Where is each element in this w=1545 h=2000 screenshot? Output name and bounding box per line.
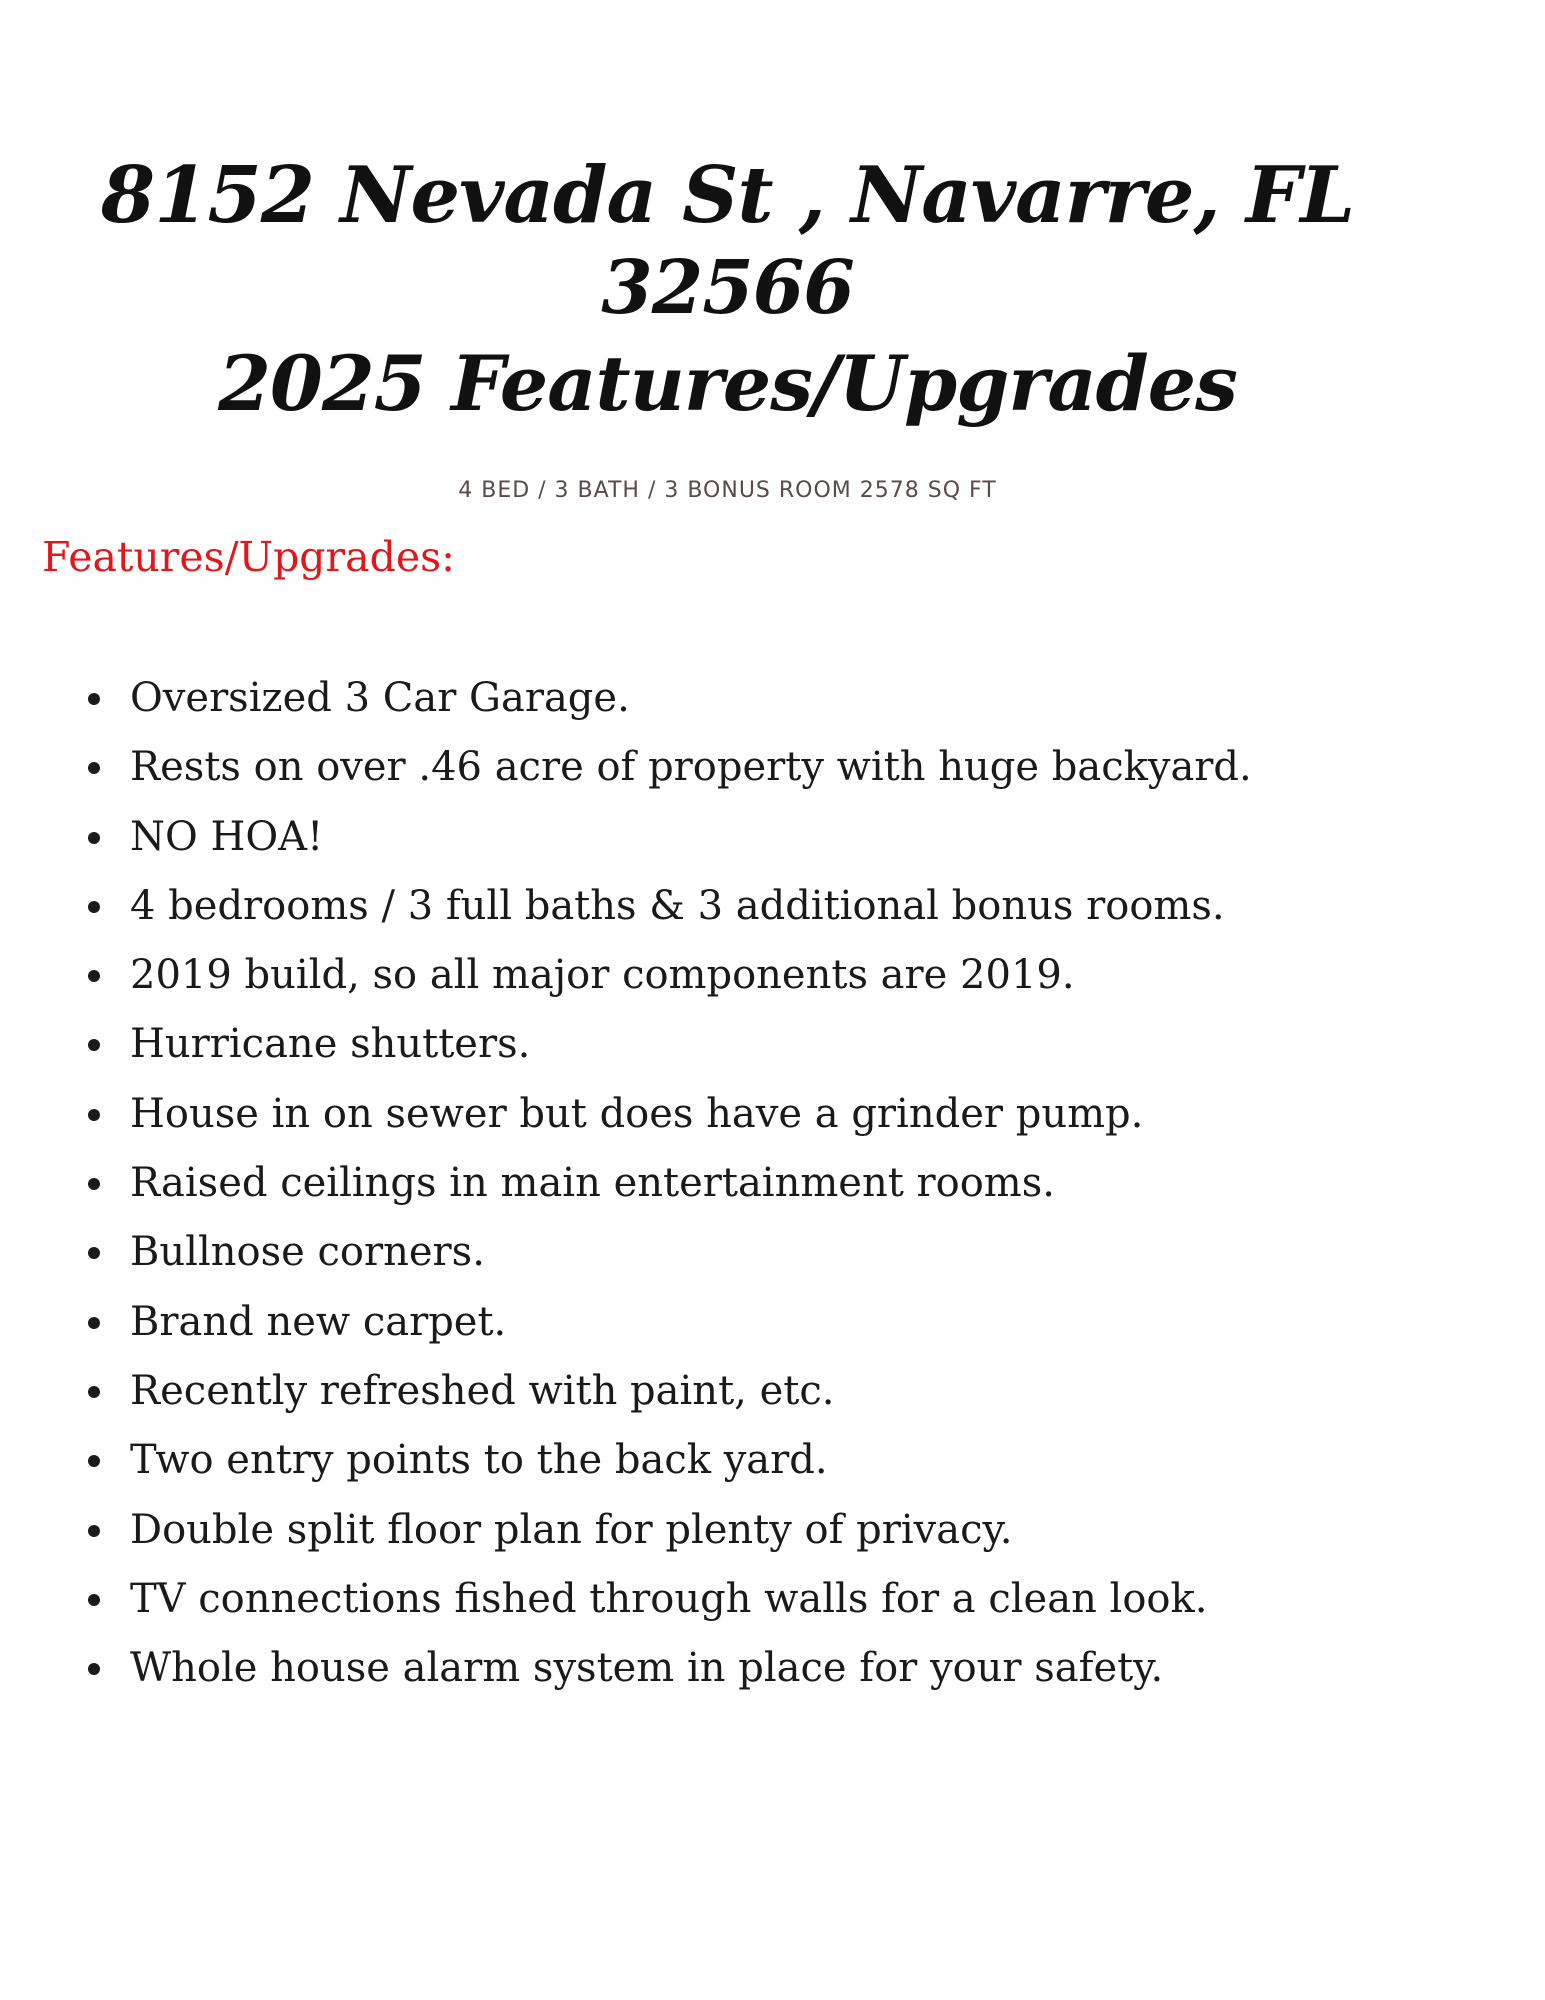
- list-item-text: 2019 build, so all major components are 2019.: [130, 952, 1075, 999]
- list-item: [80, 1296, 1252, 1365]
- bullet-icon: [88, 1109, 100, 1121]
- list-item-text: Hurricane shutters.: [130, 1021, 531, 1068]
- list-item-text: Double split floor plan for plenty of privacy.: [130, 1506, 1013, 1553]
- list-item-text: Whole house alarm system in place for your safety.: [130, 1645, 1164, 1692]
- bullet-icon: [88, 693, 100, 705]
- features-list: [80, 672, 1252, 1711]
- bullet-icon: [88, 1386, 100, 1398]
- list-item-text: House in on sewer but does have a grinder pump.: [130, 1090, 1144, 1137]
- list-item: [80, 949, 1252, 1018]
- title-address: 8152 Nevada St , Navarre, FL: [100, 150, 1355, 241]
- bullet-icon: [88, 1317, 100, 1329]
- list-item-text: 4 bedrooms / 3 full baths & 3 additional bonus rooms.: [130, 882, 1225, 929]
- list-item-text: NO HOA!: [130, 813, 324, 860]
- bullet-icon: [88, 762, 100, 774]
- list-item: [80, 811, 1252, 880]
- list-item: [80, 1088, 1252, 1157]
- list-item: [80, 1157, 1252, 1226]
- list-item: [80, 672, 1252, 741]
- bullet-icon: [88, 1247, 100, 1259]
- list-item-text: Raised ceilings in main entertainment rooms.: [130, 1160, 1055, 1207]
- list-item-text: Recently refreshed with paint, etc.: [130, 1367, 835, 1414]
- list-item: [80, 1018, 1252, 1087]
- list-item: [80, 880, 1252, 949]
- list-item: [80, 1642, 1252, 1711]
- list-item-text: Rests on over .46 acre of property with huge backyard.: [130, 744, 1252, 791]
- bullet-icon: [88, 1663, 100, 1675]
- bullet-icon: [88, 1178, 100, 1190]
- list-item: [80, 1365, 1252, 1434]
- bullet-icon: [88, 1594, 100, 1606]
- list-item-text: Bullnose corners.: [130, 1229, 485, 1276]
- bullet-icon: [88, 1039, 100, 1051]
- list-item-text: Two entry points to the back yard.: [130, 1437, 828, 1484]
- list-item: [80, 741, 1252, 810]
- bullet-icon: [88, 1525, 100, 1537]
- list-item: [80, 1573, 1252, 1642]
- property-summary: 4 BED / 3 BATH / 3 BONUS ROOM 2578 SQ FT: [458, 478, 997, 503]
- list-item-text: Oversized 3 Car Garage.: [130, 675, 630, 721]
- list-item: [80, 1504, 1252, 1573]
- list-item-text: TV connections fished through walls for a clean look.: [130, 1575, 1208, 1622]
- bullet-icon: [88, 832, 100, 844]
- page-title: [0, 150, 1455, 430]
- bullet-icon: [88, 970, 100, 982]
- list-item-text: Brand new carpet.: [130, 1298, 507, 1345]
- bullet-icon: [88, 901, 100, 913]
- list-item: [80, 1226, 1252, 1295]
- title-features-heading: 2025 Features/Upgrades: [218, 339, 1237, 428]
- section-heading: Features/Upgrades:: [42, 533, 455, 581]
- title-zip: 32566: [601, 245, 854, 331]
- bullet-icon: [88, 1455, 100, 1467]
- list-item: [80, 1434, 1252, 1503]
